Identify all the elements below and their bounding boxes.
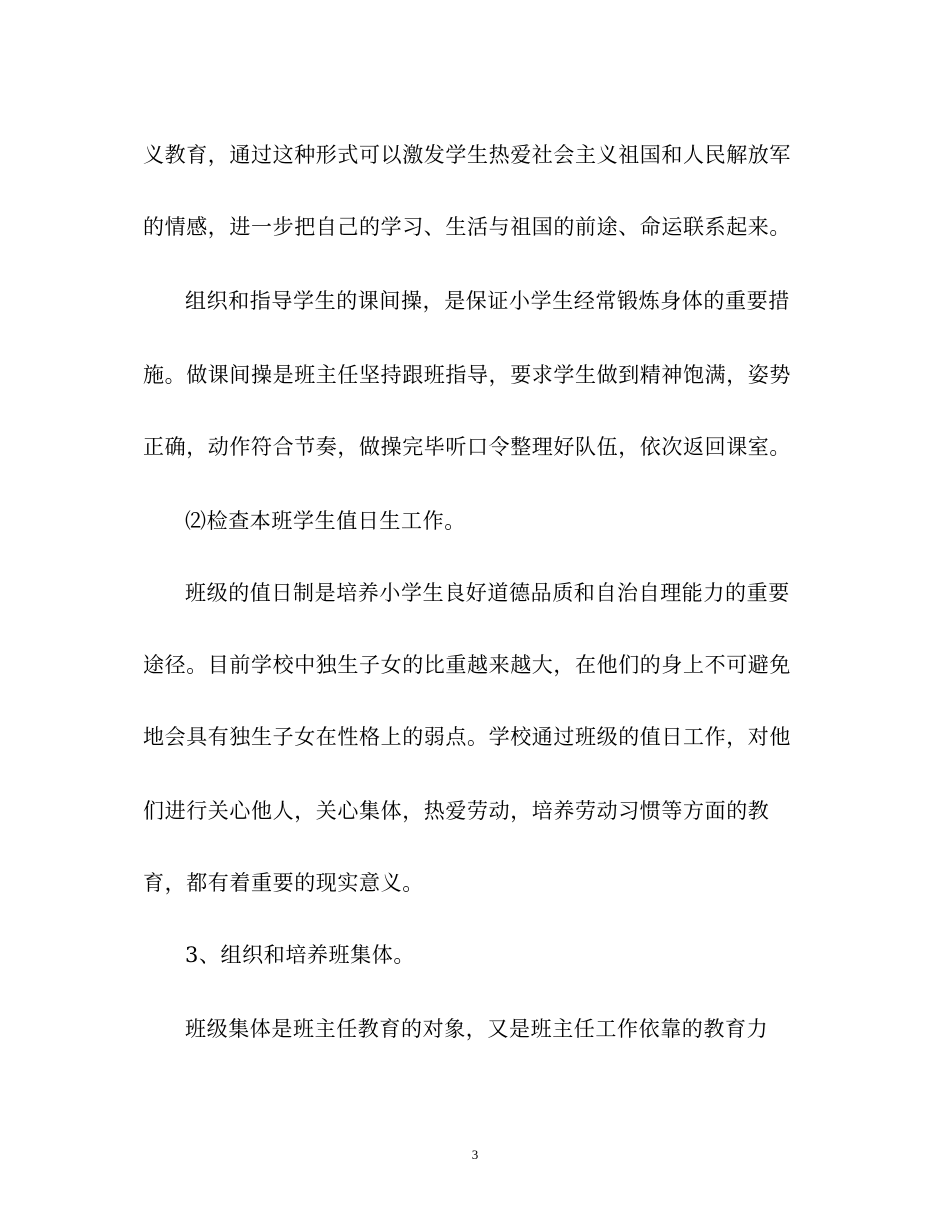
paragraph-start-line: 组织和指导学生的课间操，是保证小学生经常锻炼身体的重要措: [185, 289, 790, 313]
text-line-11: 育，都有着重要的现实意义。: [143, 871, 424, 895]
text-line-5: 正确，动作符合节奏，做操完毕听口令整理好队伍，依次返回课室。: [143, 435, 791, 459]
text-line-8: 途径。目前学校中独生子女的比重越来越大，在他们的身上不可避免: [143, 653, 791, 677]
subsection-heading: ⑵检查本班学生值日生工作。: [185, 509, 466, 533]
paragraph-start-line: 班级集体是班主任教育的对象，又是班主任工作依靠的教育力: [185, 1017, 769, 1041]
text-line-10: 们进行关心他人，关心集体，热爱劳动，培养劳动习惯等方面的教: [143, 799, 770, 823]
text-line-1: 义教育，通过这种形式可以激发学生热爱社会主义祖国和人民解放军: [143, 143, 791, 167]
text-line-9: 地会具有独生子女在性格上的弱点。学校通过班级的值日工作，对他: [143, 725, 791, 749]
paragraph-start-line: 班级的值日制是培养小学生良好道德品质和自治自理能力的重要: [185, 581, 790, 605]
page-number: 3: [471, 1147, 479, 1162]
section-heading: 3、组织和培养班集体。: [185, 943, 415, 967]
text-line-2: 的情感，进一步把自己的学习、生活与祖国的前途、命运联系起来。: [143, 215, 791, 239]
text-line-4: 施。做课间操是班主任坚持跟班指导，要求学生做到精神饱满，姿势: [143, 363, 791, 387]
